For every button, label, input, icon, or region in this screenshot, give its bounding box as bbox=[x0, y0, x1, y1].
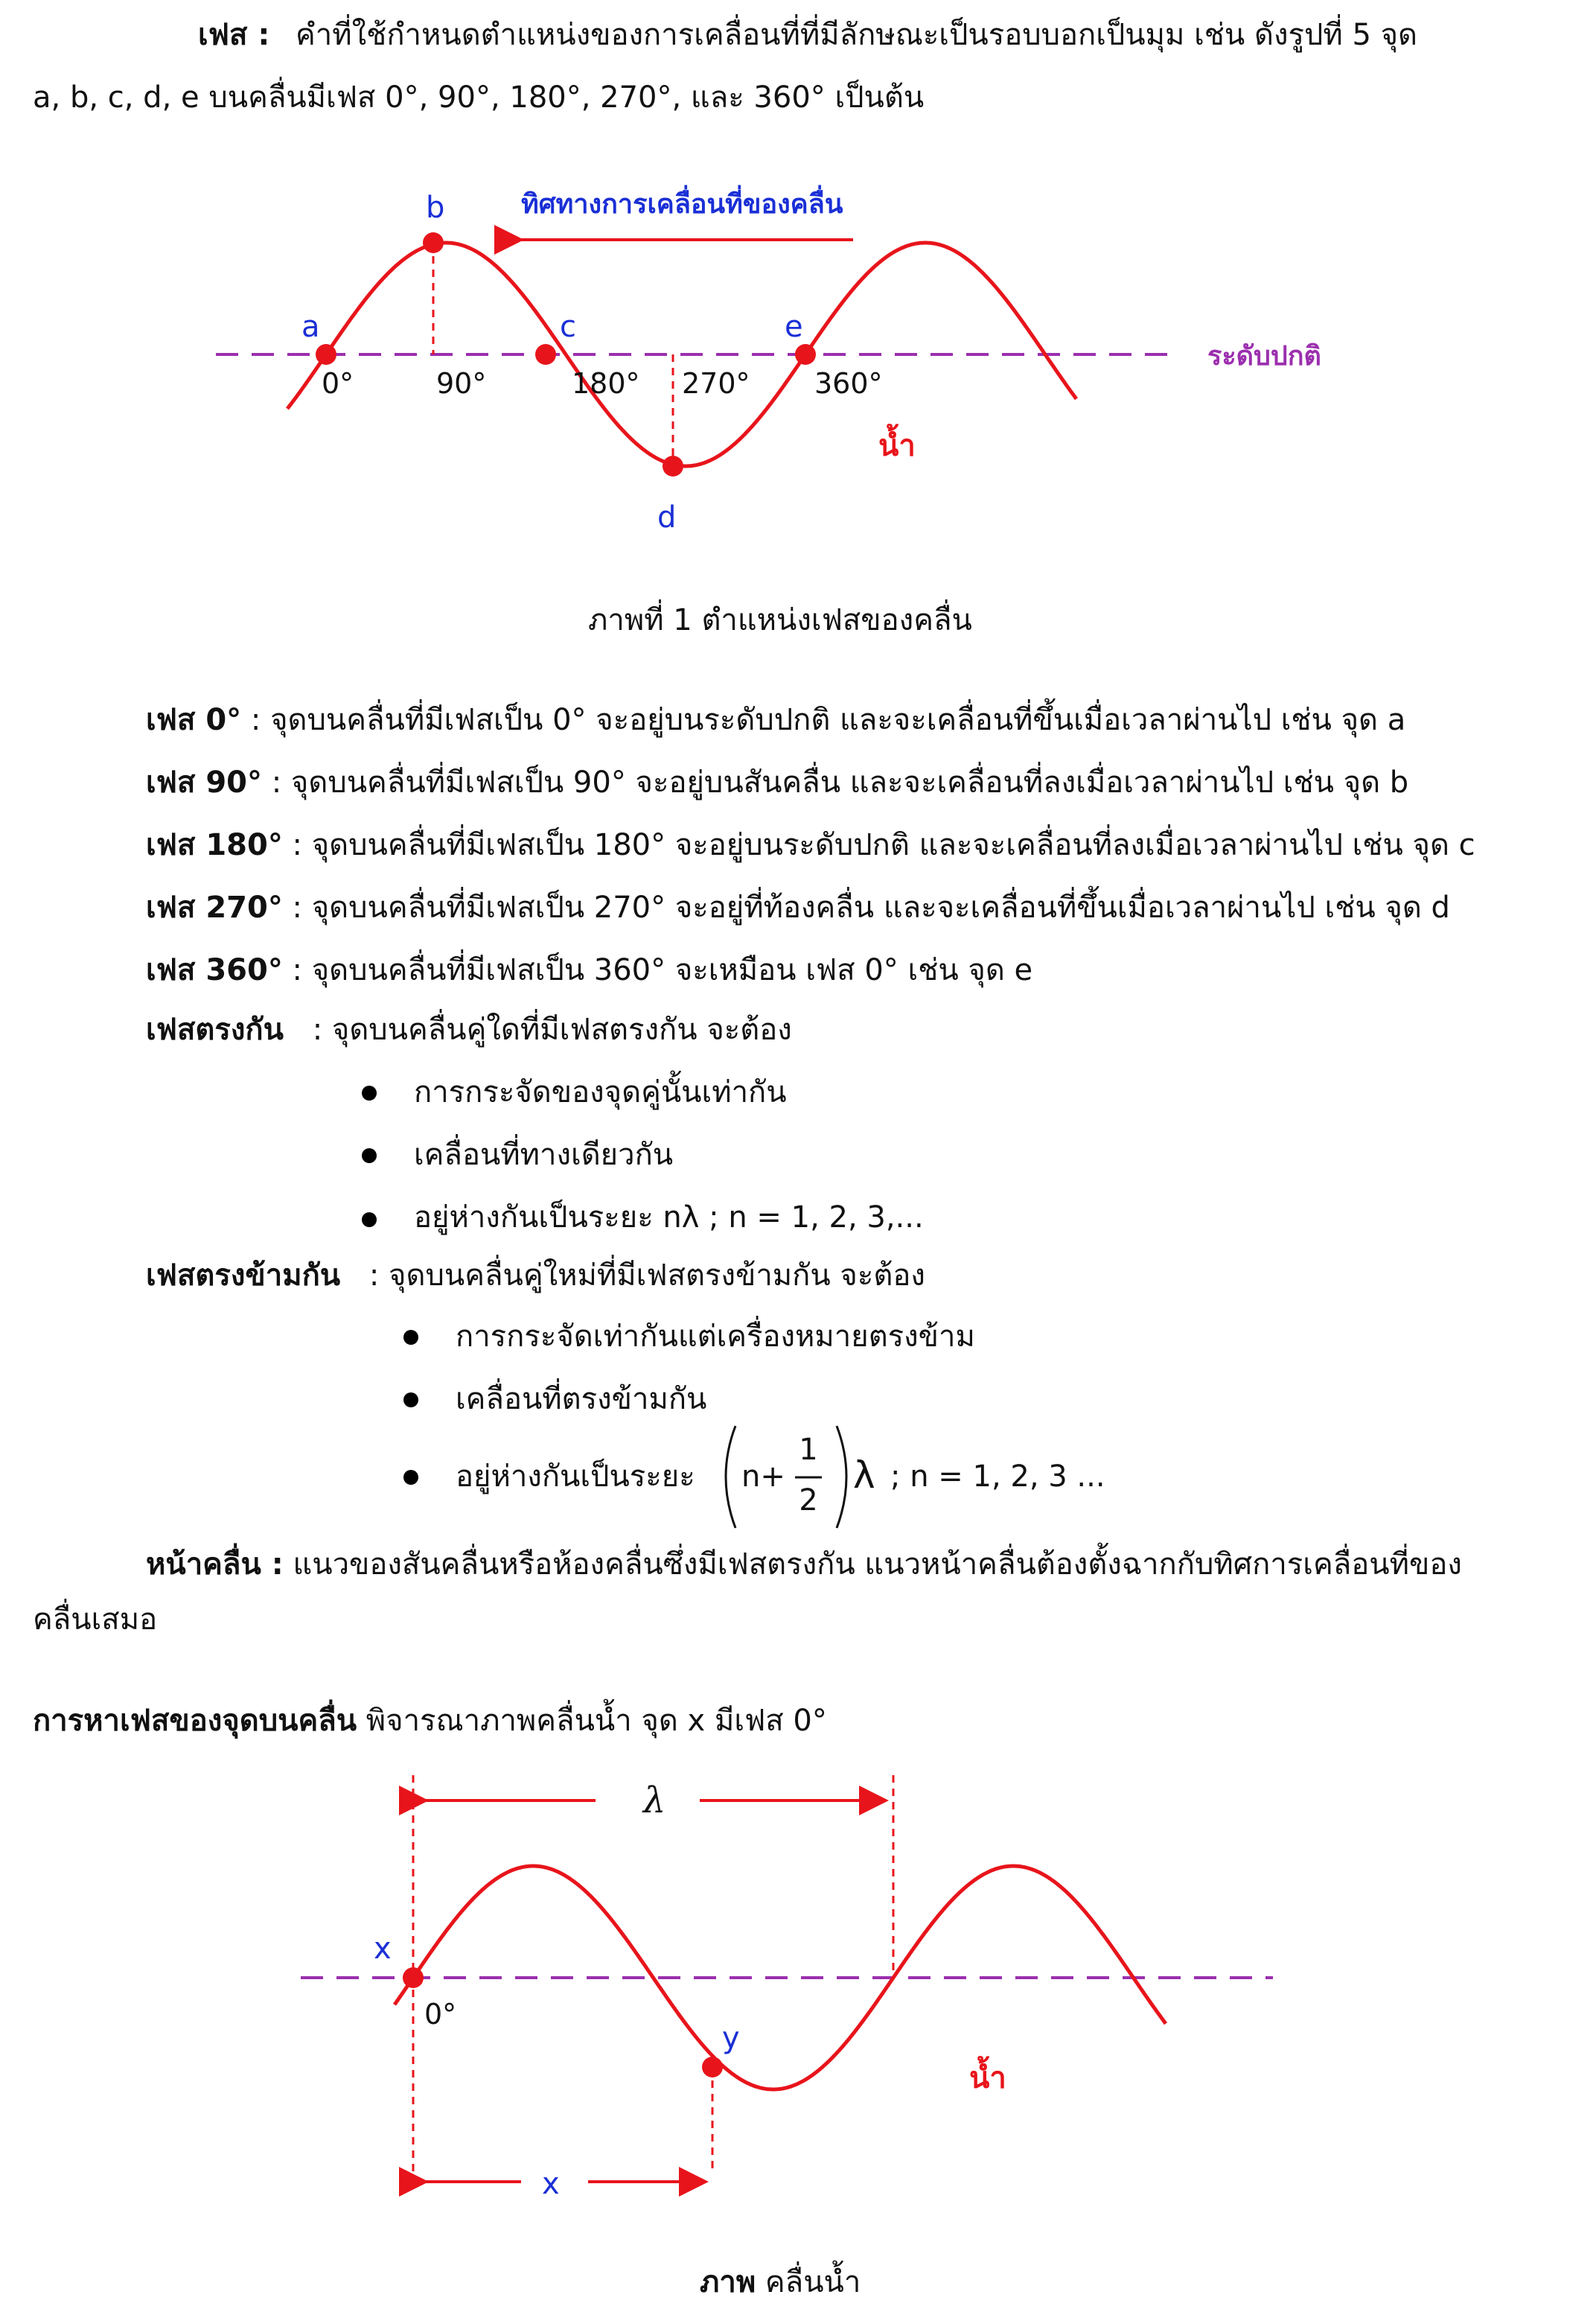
formula-prefix: อยู่ห่างกันเป็นระยะ bbox=[456, 1459, 695, 1494]
figure-1-caption: ภาพที่ 1 ตำแหน่งเฟสของคลื่น bbox=[588, 603, 972, 637]
out-phase-term: เฟสตรงข้ามกัน bbox=[146, 1258, 341, 1293]
wavefront-term: หน้าคลื่น : bbox=[146, 1547, 284, 1582]
label-x: x bbox=[374, 1932, 392, 1966]
phase-def-90-term: เฟส 90° bbox=[146, 765, 262, 800]
figure-2-caption-bold: ภาพ bbox=[700, 2265, 756, 2299]
lambda-label: λ bbox=[643, 1780, 666, 1821]
phase-def-270 bbox=[146, 889, 1450, 926]
find-phase-term: การหาเฟสของจุดบนคลื่น bbox=[33, 1704, 357, 1738]
formula-lambda: λ bbox=[853, 1453, 875, 1497]
phase-360: 360° bbox=[814, 367, 883, 400]
bullet-dot bbox=[362, 1148, 377, 1163]
find-phase-text: พิจารณาภาพคลื่นน้ำ จุด x มีเฟส 0° bbox=[366, 1704, 827, 1738]
point-b bbox=[423, 232, 444, 253]
phase-0-label: 0° bbox=[424, 1998, 457, 2031]
water-label-2: น้ำ bbox=[969, 2061, 1006, 2095]
phase-90: 90° bbox=[436, 367, 487, 400]
intro-term: เฟส : bbox=[198, 18, 270, 52]
figure-2-caption-rest: คลื่นน้ำ bbox=[765, 2265, 861, 2299]
in-phase-bullet-3: อยู่ห่างกันเป็นระยะ nλ ; n = 1, 2, 3,... bbox=[414, 1200, 924, 1235]
phase-def-360-term: เฟส 360° bbox=[146, 953, 283, 987]
phase-def-270-text: : จุดบนคลื่นที่มีเฟสเป็น 270° จะอยู่ที่ท้องคลื่น และจะเคลื่อนที่ขึ้นเมื่อเวลาผ่านไป เช่น จุด d bbox=[292, 891, 1450, 925]
phase-270: 270° bbox=[682, 367, 750, 400]
label-b: b bbox=[426, 191, 445, 225]
bullet-dot bbox=[403, 1330, 418, 1345]
point-d bbox=[663, 456, 683, 477]
direction-label: ทิศทางการเคลื่อนที่ของคลื่น bbox=[521, 189, 843, 220]
bullet-dot bbox=[362, 1212, 377, 1227]
point-a bbox=[316, 344, 336, 365]
point-y bbox=[702, 2057, 723, 2077]
formula-denominator: 2 bbox=[799, 1483, 818, 1518]
phase-def-90 bbox=[146, 764, 1408, 801]
bullet-dot bbox=[403, 1470, 418, 1485]
in-phase-text: : จุดบนคลื่นคู่ใดที่มีเฟสตรงกัน จะต้อง bbox=[312, 1013, 792, 1047]
bullet-dot bbox=[403, 1392, 418, 1407]
out-phase-heading bbox=[146, 1257, 925, 1294]
phase-def-360-text: : จุดบนคลื่นที่มีเฟสเป็น 360° จะเหมือน เฟส 0° เช่น จุด e bbox=[292, 953, 1033, 987]
out-phase-bullet-2: เคลื่อนที่ตรงข้ามกัน bbox=[456, 1382, 707, 1416]
formula-n-plus: n+ bbox=[741, 1459, 785, 1494]
phase-def-0-term: เฟส 0° bbox=[146, 703, 242, 737]
out-phase-bullet-1: การกระจัดเท่ากันแต่เครื่องหมายตรงข้าม bbox=[456, 1319, 975, 1354]
in-phase-heading bbox=[146, 1011, 792, 1048]
label-y: y bbox=[722, 2021, 740, 2055]
find-phase-line bbox=[33, 1702, 827, 1739]
phase-def-90-text: : จุดบนคลื่นที่มีเฟสเป็น 90° จะอยู่บนสันคลื่น และจะเคลื่อนที่ลงเมื่อเวลาผ่านไป เช่น จุด b bbox=[271, 765, 1409, 800]
out-phase-text: : จุดบนคลื่นคู่ใหม่ที่มีเฟสตรงข้ามกัน จะต้อง bbox=[368, 1258, 925, 1293]
x-distance-label: x bbox=[542, 2167, 560, 2201]
phase-def-360 bbox=[146, 952, 1032, 989]
level-label: ระดับปกติ bbox=[1207, 341, 1321, 372]
wavefront-line-1 bbox=[146, 1546, 1462, 1583]
phase-def-180-term: เฟส 180° bbox=[146, 828, 283, 862]
water-label-1: น้ำ bbox=[878, 429, 916, 463]
label-a: a bbox=[301, 310, 320, 344]
label-d: d bbox=[657, 500, 677, 535]
point-e bbox=[795, 344, 816, 365]
phase-180: 180° bbox=[572, 367, 640, 400]
formula-suffix: ; n = 1, 2, 3 ... bbox=[890, 1459, 1105, 1494]
phase-def-180-text: : จุดบนคลื่นที่มีเฟสเป็น 180° จะอยู่บนระดับปกติ และจะเคลื่อนที่ลงเมื่อเวลาผ่านไป เช่น จุด c bbox=[292, 828, 1475, 862]
wavefront-line-2: คลื่นเสมอ bbox=[33, 1602, 158, 1637]
intro-text-1: คำที่ใช้กำหนดตำแหน่งของการเคลื่อนที่ที่มีลักษณะเป็นรอบบอกเป็นมุม เช่น ดังรูปที่ 5 จุด bbox=[296, 18, 1418, 52]
point-c bbox=[535, 344, 556, 365]
in-phase-bullet-2: เคลื่อนที่ทางเดียวกัน bbox=[414, 1138, 674, 1172]
wavefront-text-1: แนวของสันคลื่นหรือห้องคลื่นซึ่งมีเฟสตรงกัน แนวหน้าคลื่นต้องตั้งฉากกับทิศการเคลื่อนที่ของ bbox=[293, 1547, 1462, 1582]
phase-0: 0° bbox=[322, 367, 354, 400]
point-x bbox=[403, 1967, 424, 1988]
bullet-dot bbox=[362, 1086, 377, 1101]
phase-def-0-text: : จุดบนคลื่นที่มีเฟสเป็น 0° จะอยู่บนระดับปกติ และจะเคลื่อนที่ขึ้นเมื่อเวลาผ่านไป เช่น จุด a bbox=[250, 703, 1406, 737]
in-phase-term: เฟสตรงกัน bbox=[146, 1013, 284, 1047]
phase-def-0 bbox=[146, 701, 1405, 739]
phase-def-180 bbox=[146, 827, 1475, 864]
intro-line-2: a, b, c, d, e บนคลื่นมีเฟส 0°, 90°, 180°, 270°, และ 360° เป็นต้น bbox=[33, 80, 925, 115]
figure-1-wave-phase bbox=[0, 0, 1596, 566]
formula-numerator: 1 bbox=[799, 1433, 818, 1467]
label-c: c bbox=[560, 310, 576, 344]
in-phase-bullet-1: การกระจัดของจุดคู่นั้นเท่ากัน bbox=[414, 1075, 787, 1109]
wave-curve-2 bbox=[395, 1866, 1166, 2089]
phase-def-270-term: เฟส 270° bbox=[146, 891, 283, 925]
figure-2-caption bbox=[700, 2264, 861, 2301]
label-e: e bbox=[785, 310, 803, 344]
